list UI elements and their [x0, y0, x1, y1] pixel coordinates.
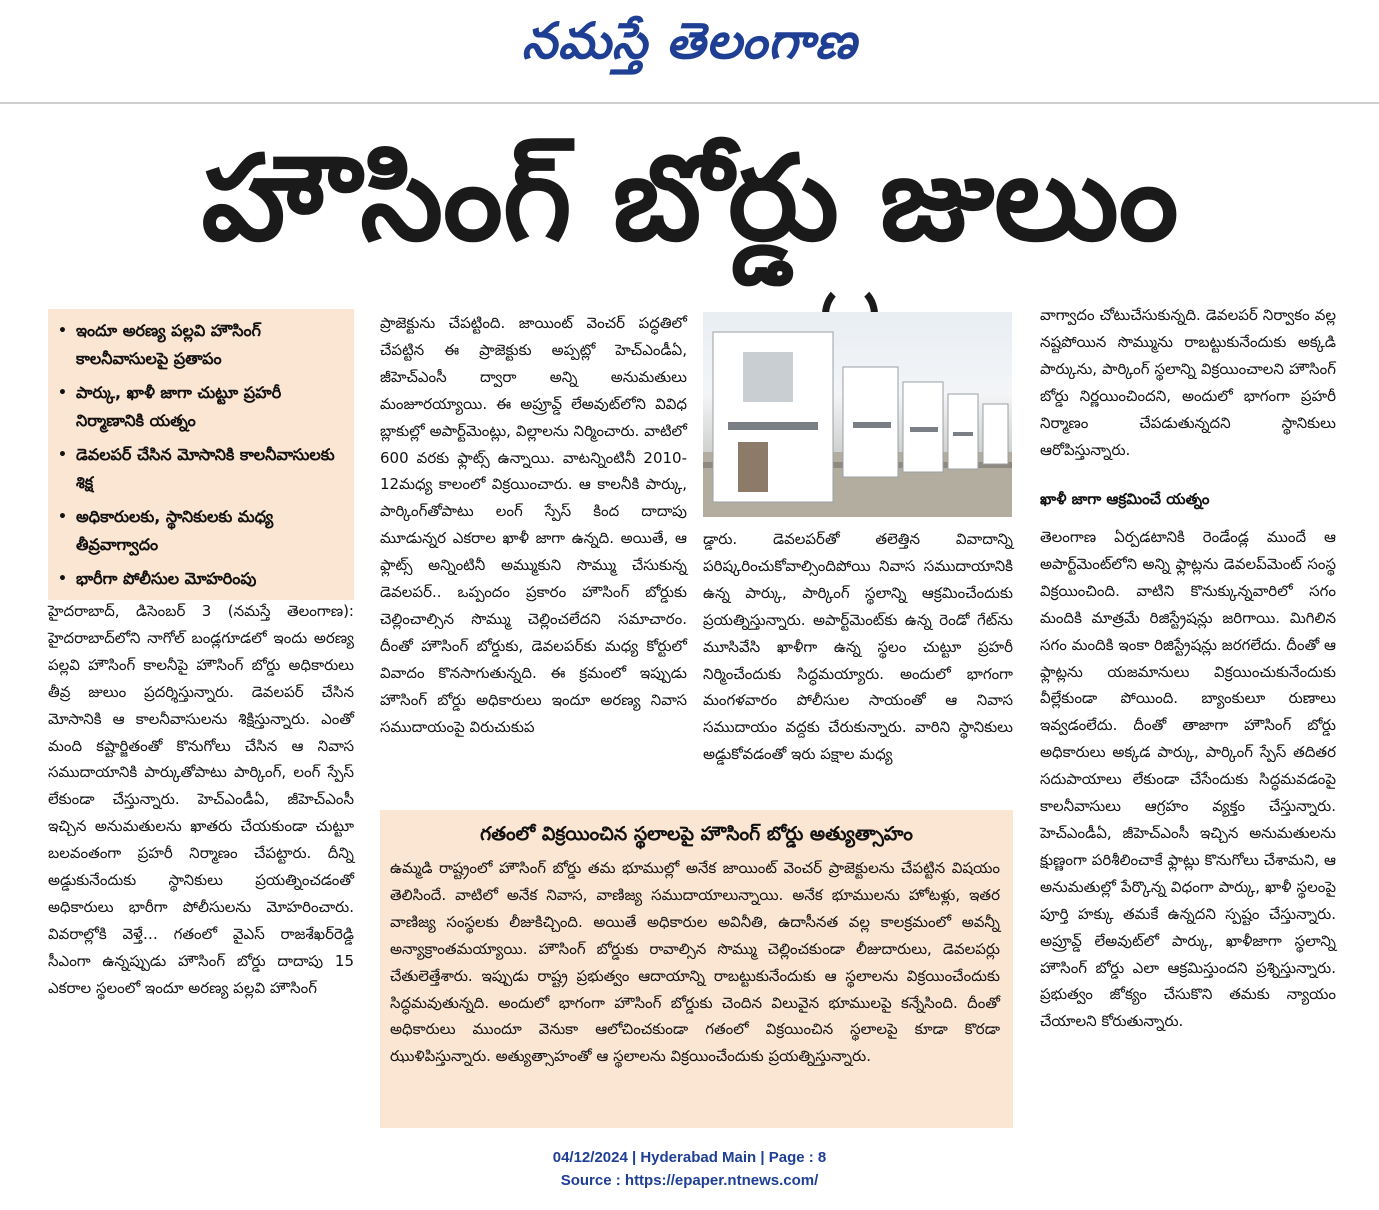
- bullet-icon: •: [58, 509, 67, 525]
- footer-edition-info: 04/12/2024 | Hyderabad Main | Page : 8: [552, 1149, 827, 1166]
- highlights-panel: [48, 309, 354, 600]
- article-column-2: ప్రాజెక్టును చేపట్టింది. జాయింట్ వెంచర్ పద్ధతిలో చేపట్టిన ఈ ప్రాజెక్టుకు అప్పట్లో హెచ్ఎండీఏ, జీహెచ్ఎంసీ ద్వారా అన్ని అనుమతులు మంజూరయ్యాయి. ఈ అప్రూవ్డ్ లేఅవుట్‌లోని వివిధ బ్లాకుల్లో అపార్ట్‌మెంట్లు, విల్లాలను నిర్మించారు. వాటిలో 600 వరకు ఫ్లాట్స్ ఉన్నాయి. వాటన్నింటినీ 2010-12మధ్య కాలంలో విక్రయించారు. ఆ కాలనీకి పార్కు, పార్కింగ్‌తోపాటు లంగ్ స్పేస్ కింద దాదాపు మూడున్నర ఎకరాల ఖాళీ జాగా ఉన్నది. అయితే, ఆ ఫ్లాట్స్ అన్నింటినీ అమ్ముకుని సొమ్ము చేసుకున్న డెవలపర్.. ఒప్పందం ప్రకారం హౌసింగ్ బోర్డుకు చెల్లించాల్సిన సొమ్ము చెల్లించలేదని సమాచారం. దీంతో హౌసింగ్ బోర్డుకు, డెవలపర్‌కు మధ్య కోర్టులో వివాదం కొనసాగుతున్నది. ఈ క్రమంలో ఇప్పుడు హౌసింగ్ బోర్డు అధికారులు ఇందూ అరణ్య నివాస సముదాయంపై విరుచుకుప: [380, 314, 687, 736]
- subheading: ఖాళీ జాగా ఆక్రమించే యత్నం: [1040, 490, 1210, 508]
- villas-illustration: [703, 312, 1012, 517]
- article-column-4: వాగ్వాదం చోటుచేసుకున్నది. డెవలపర్ నిర్వాకం వల్ల నష్టపోయిన సొమ్మును రాబట్టుకునేందుకు అక్కడి పార్కును, పార్కింగ్ స్థలాన్ని విక్రయించాలని హౌసింగ్ బోర్డు నిర్ణయించిందని, అందులో భాగంగా ప్రహరీ నిర్మాణం చేపడుతున్నదని స్థానికులు ఆరోపిస్తున్నారు.: [1040, 306, 1336, 459]
- article-column-3: డ్డారు. డెవలపర్‌తో తలెత్తిన వివాదాన్ని పరిష్కరించుకోవాల్సిందిపోయి నివాస సముదాయానికి ఉన్న పార్కు, పార్కింగ్ స్థలాన్ని ఆక్రమించేందుకు ప్రయత్నిస్తున్నారు. అపార్ట్‌మెంట్‌కు ఉన్న రెండో గేట్‌ను మూసివేసి ఖాళీగా ఉన్న స్థలం చుట్టూ ప్రహరీ నిర్మించేందుకు సిద్ధమయ్యారు. అందులో భాగంగా మంగళవారం పోలీసుల సాయంతో ఆ నివాస సముదాయం వద్దకు చేరుకున్నారు. వారిని స్థానికులు అడ్డుకోవడంతో ఇరు పక్షాల మధ్య: [703, 530, 1013, 764]
- masthead-divider: [0, 102, 1379, 104]
- sidebar-box-title: గతంలో విక్రయించిన స్థలాలపై హౌసింగ్ బోర్డు అత్యుత్సాహం: [480, 823, 913, 845]
- highlight-item: • పార్కు, ఖాళీ జాగా చుట్టూ ప్రహరీ నిర్మాణానికి యత్నం: [58, 379, 344, 435]
- headline: హౌసింగ్ బోర్డు జులుం: [201, 129, 1179, 267]
- masthead: [0, 0, 1379, 100]
- bullet-icon: •: [58, 571, 67, 587]
- masthead-logo: నమస్తే తెలంగాణ: [521, 12, 858, 70]
- article-column-1: హైదరాబాద్, డిసెంబర్ 3 (నమస్తే తెలంగాణ): హైదరాబాద్‌లోని నాగోల్ బండ్లగూడలో ఇందు అరణ్య పల్లవి హౌసింగ్ కాలనీపై హౌసింగ్ బోర్డు అధికారులు తీవ్ర జులుం ప్రదర్శిస్తున్నారు. డెవలపర్ చేసిన మోసానికి ఆ కాలనీవాసులను శిక్షిస్తున్నారు. ఎంతో మంది కష్టార్జితంతో కొనుగోలు చేసిన ఆ నివాస సముదాయానికి పార్కుతోపాటు పార్కింగ్, లంగ్ స్పేస్ లేకుండా చేస్తున్నారు. హెచ్ఎండీఏ, జీహెచ్ఎంసీ ఇచ్చిన అనుమతులను ఖాతరు చేయకుండా చుట్టూ బలవంతంగా ప్రహరీ నిర్మాణం చేపట్టారు. దీన్ని అడ్డుకునేందుకు స్థానికులు ప్రయత్నించడంతో అధికారులు భారీగా పోలీసులను మోహరించారు. వివరాల్లోకి వెళ్తే… గతంలో వైఎస్ రాజశేఖర్‌రెడ్డి సీఎంగా ఉన్నప్పుడు హౌసింగ్ బోర్డు దాదాపు 15 ఎకరాల స్థలంలో ఇందూ అరణ్య పల్లవి హౌసింగ్: [48, 602, 354, 997]
- highlight-item: • ఇందూ అరణ్య పల్లవి హౌసింగ్ కాలనీవాసులపై ప్రతాపం: [58, 317, 344, 373]
- sidebar-box-body: ఉమ్మడి రాష్ట్రంలో హౌసింగ్ బోర్డు తమ భూముల్లో అనేక జాయింట్ వెంచర్ ప్రాజెక్టులను చేపట్టిన విషయం తెలిసిందే. వాటిలో అనేక నివాస, వాణిజ్య సముదాయాలున్నాయి. అనేక భూములను హోటళ్లు, ఇతర వాణిజ్య సంస్థలకు లీజుకిచ్చింది. అయితే అధికారుల అవినీతి, ఉదాసీనత వల్ల కాలక్రమంలో అవన్నీ అన్యాక్రాంతమయ్యాయి. హౌసింగ్ బోర్డుకు రావాల్సిన సొమ్ము చెల్లించకుండా లీజుదారులు, డెవలపర్లు చేతులెత్తేశారు. ఇప్పుడు రాష్ట్ర ప్రభుత్వం ఆదాయాన్ని రాబట్టుకునేందుకు ఆ స్థలాలను విక్రయించేందుకు సిద్ధమవుతున్నది. అందులో భాగంగా హౌసింగ్ బోర్డుకు చెందిన విలువైన భూములపై కన్నేసింది. దీంతో అధికారులు ముందూ వెనుకా ఆలోచించకుండా గతంలో విక్రయించిన స్థలాలపై కూడా కొరడా ఝుళిపిస్తున్నారు. అత్యుత్సాహంతో ఆ స్థలాలను విక్రయించేందుకు ప్రయత్నిస్తున్నారు.: [390, 859, 1000, 1066]
- bullet-icon: •: [58, 385, 67, 401]
- highlight-item: • భారీగా పోలీసుల మోహరింపు: [58, 565, 344, 593]
- highlight-item: • డెవలపర్ చేసిన మోసానికి కాలనీవాసులకు శిక్ష: [58, 441, 344, 497]
- bullet-icon: •: [58, 447, 67, 463]
- bullet-icon: •: [58, 323, 67, 339]
- article-column-4-continued: తెలంగాణ ఏర్పడటానికి రెండేండ్ల ముందే ఆ అపార్ట్‌మెంట్‌లోని అన్ని ఫ్లాట్లను డెవలప్‌మెంట్ సంస్థ విక్రయించింది. వాటిని కొనుక్కున్నవారిలో సగం మందికి మాత్రమే రిజిస్ట్రేషన్లు జరిగాయి. మిగిలిన సగం మందికి ఇంకా రిజిస్ట్రేషన్లు జరగలేదు. దీంతో ఆ ఫ్లాట్లను యజమానులు విక్రయించుకునేందుకు వీల్లేకుండా పోయింది. బ్యాంకులూ రుణాలు ఇవ్వడంలేదు. దీంతో తాజాగా హౌసింగ్ బోర్డు అధికారులు అక్కడ పార్కు, పార్కింగ్ స్పేస్ తదితర సదుపాయాలు లేకుండా చేసేందుకు సిద్ధమవడంపై కాలనీవాసులు ఆగ్రహం వ్యక్తం చేస్తున్నారు. హెచ్ఎండీఏ, జీహెచ్ఎంసీ ఇచ్చిన అనుమతులను క్షుణ్ణంగా పరిశీలించాకే ఫ్లాట్లు కొనుగోలు చేశామని, ఆ అనుమతుల్లో పేర్కొన్న విధంగా పార్కు, ఖాళీ స్థలంపై పూర్తి హక్కు తమకే ఉన్నదని స్పష్టం చేస్తున్నారు. అప్రూవ్డ్ లేఅవుట్‌లో పార్కు, ఖాళీజాగా స్థలాన్ని హౌసింగ్ బోర్డు ఎలా ఆక్రమిస్తుందని ప్రశ్నిస్తున్నారు. ప్రభుత్వం జోక్యం చేసుకొని తమకు న్యాయం చేయాలని కోరుతున్నారు.: [1040, 528, 1336, 1031]
- footer-source-link[interactable]: Source : https://epaper.ntnews.com/: [560, 1172, 819, 1189]
- highlight-item: • అధికారులకు, స్థానికులకు మధ్య తీవ్రవాగ్వాదం: [58, 503, 344, 559]
- housing-photo: [703, 312, 1012, 517]
